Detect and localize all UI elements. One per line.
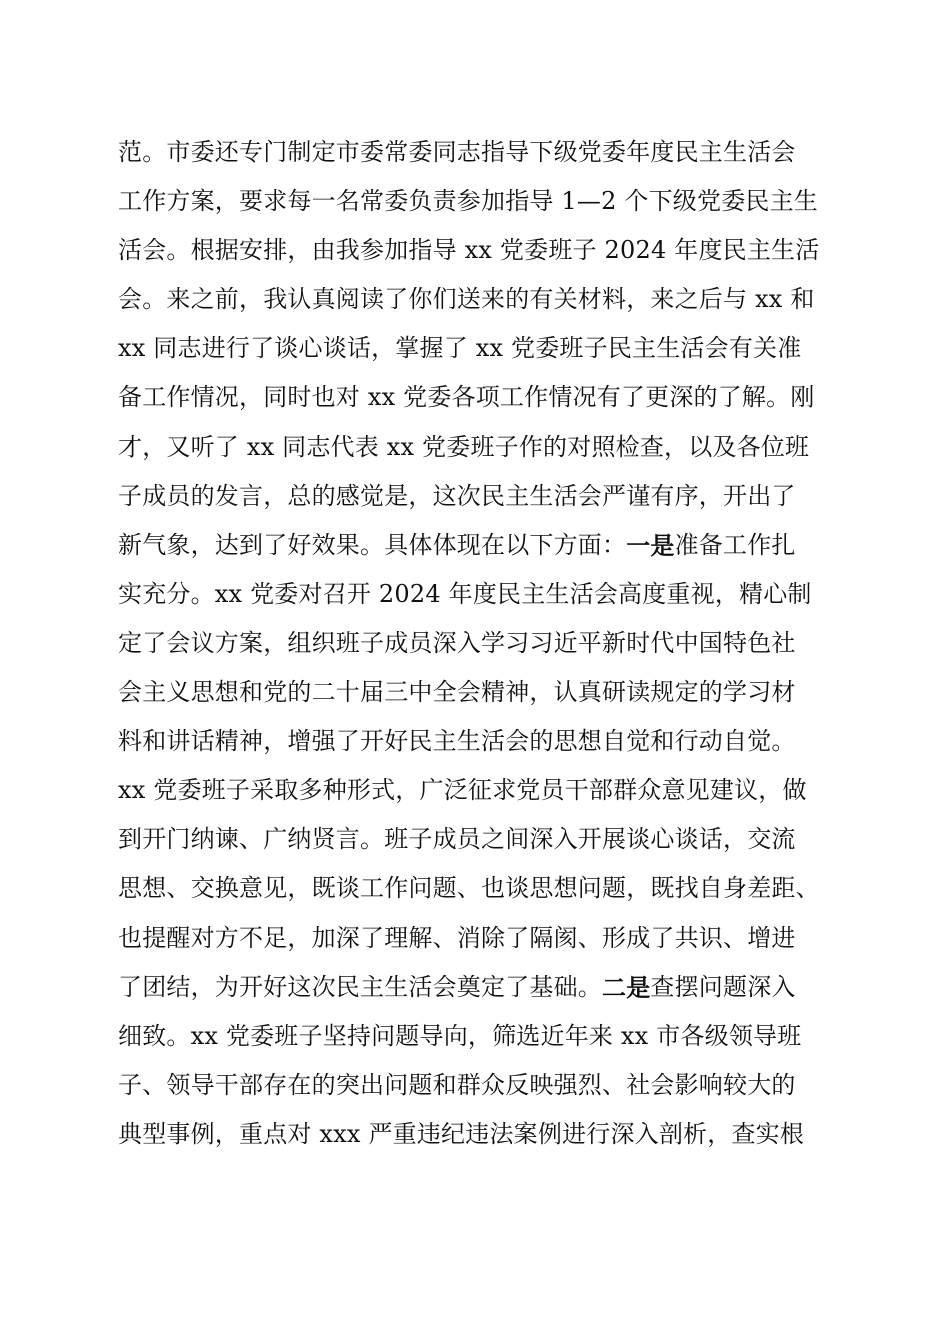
text-line: 实充分。xx 党委对召开 2024 年度民主生活会高度重视，精心制 [118,579,812,608]
text-line: 会主义思想和党的二十届三中全会精神，认真研读规定的学习材 [118,678,796,707]
emphasis-first: 一是 [626,530,675,560]
text-line: 典型事例，重点对 xxx 严重违纪违法案例进行深入剖析，查实根 [118,1119,805,1148]
text-line: xx 党委班子采取多种形式，广泛征求党员干部群众意见建议，做 [118,776,807,805]
text-line: 会。来之前，我认真阅读了你们送来的有关材料，来之后与 xx 和 [118,285,815,314]
text-line: 思想、交换意见，既谈工作问题、也谈思想问题，既找自身差距、 [118,874,820,903]
body-text [118,128,830,1159]
text-line: 了团结，为开好这次民主生活会奠定了基础。 二是 查摆问题深入 [118,963,830,1012]
text-line: 子成员的发言，总的感觉是，这次民主生活会严谨有序，开出了 [118,481,796,510]
text-line: 细致。xx 党委班子坚持问题导向，筛选近年来 xx 市各级领导班 [118,1021,802,1050]
text-line: 备工作情况，同时也对 xx 党委各项工作情况有了更深的了解。刚 [118,383,815,412]
text-line: 范。市委还专门制定市委常委同志指导下级党委年度民主生活会 [118,138,796,166]
text-line: 子、领导干部存在的突出问题和群众反映强烈、社会影响较大的 [118,1070,796,1099]
text-line: 才，又听了 xx 同志代表 xx 党委班子作的对照检查，以及各位班 [118,432,810,461]
text-line: 新气象，达到了好效果。具体体现在以下方面： 一是 准备工作扎 [118,521,830,570]
text-line: 也提醒对方不足，加深了理解、消除了隔阂、形成了共识、增进 [118,923,796,952]
text-line: 工作方案，要求每一名常委负责参加指导 1—2 个下级党委民主生 [118,187,818,216]
text-line: 活会。根据安排，由我参加指导 xx 党委班子 2024 年度民主生活 [118,236,820,265]
text-line: xx 同志进行了谈心谈话，掌握了 xx 党委班子民主生活会有关准 [118,334,802,363]
emphasis-second: 二是 [602,972,651,1002]
text-line: 定了会议方案，组织班子成员深入学习习近平新时代中国特色社 [118,628,796,657]
text-line: 料和讲话精神，增强了开好民主生活会的思想自觉和行动自觉。 [118,727,796,756]
text-line: 到开门纳谏、广纳贤言。班子成员之间深入开展谈心谈话，交流 [118,825,796,854]
